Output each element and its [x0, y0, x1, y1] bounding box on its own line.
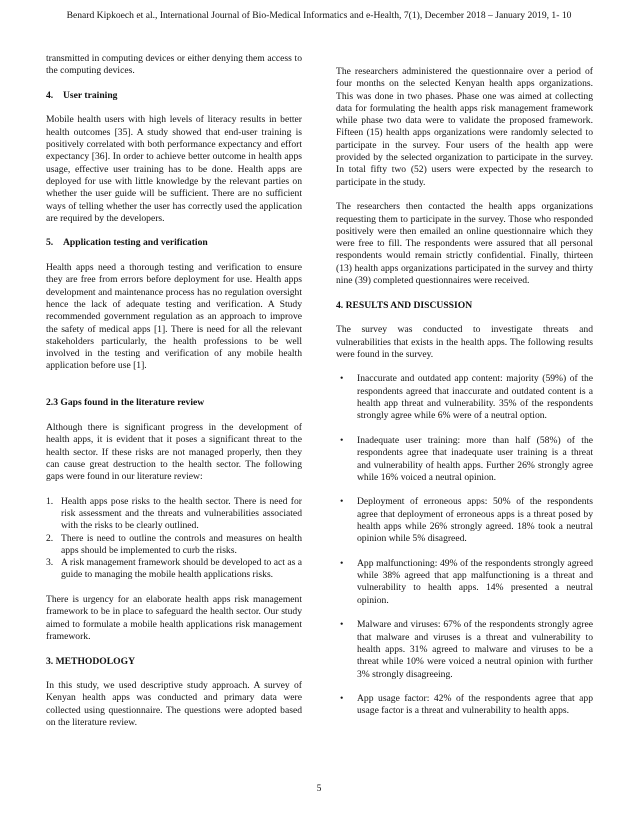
section-app-testing-heading — [46, 237, 302, 249]
section-title: User training — [63, 89, 118, 101]
list-item-text: A risk management framework should be developed to act as a guide to managing the mobile health applications risks. — [61, 557, 302, 581]
list-item-number: 2. — [46, 532, 54, 544]
list-item-number: 1. — [46, 495, 54, 507]
list-item: • Inaccurate and outdated app content: majority (59%) of the respondents agreed that inaccurate and outdated content is a health app threat and vulnerability. 35% of the respondents strongly agree while 6% were of a neutral option. — [336, 373, 593, 422]
results-paragraph: The survey was conducted to investigate threats and vulnerabilities that exists in the health apps. The following results were found in the survey. — [336, 324, 593, 360]
section-title: Application testing and verification — [63, 237, 208, 249]
user-training-paragraph: Mobile health users with high levels of literacy results in better health outcomes [35]. A study showed that end-user training is positively correlated with both performance expectancy and effort expectancy [36]. In order to achieve better outcome in health apps usage, effective user training has to be done. Health apps are deployed for use with little knowledge by the relevant parties on whether the user guide will be sufficient. There are no sufficient ways of telling whether the user has correctly used the application are required by the developers. — [46, 114, 302, 224]
section-number: 5. — [46, 237, 54, 249]
list-item: • Inadequate user training: more than half (58%) of the respondents agree that inadequate user training is a threat and vulnerability of health apps. Further 26% strongly agree while 16% voiced a neutral opinion. — [336, 435, 593, 484]
gaps-paragraph: Although there is significant progress in the development of health apps, it is evident that it poses a significant threat to the health sector. If these risks are not managed properly, then they can cause great destruction to the health sector. The following gaps were found in our literature review: — [46, 421, 302, 483]
list-item: • Deployment of erroneous apps: 50% of the respondents agree that deployment of erroneous apps is a threat posed by health apps while 26% strongly agreed. 18% took a neutral opinion while 5% disagreed. — [336, 496, 593, 545]
gaps-heading: 2.3 Gaps found in the literature review — [46, 397, 205, 409]
list-item — [46, 557, 302, 582]
app-testing-paragraph: Health apps need a thorough testing and verification to ensure they are free from errors before deployment for use. Health apps development and maintenance process has no regulation oversight hence the lack of adequate testing and verification. A Study recommended government regulation as an approach to improve the safety of medical apps [1]. There is need for all the relevant stakeholders particularly, the health professions to be well involved in the testing and verification of any mobile health application before use [1]. — [46, 262, 302, 372]
participation-paragraph: The researchers then contacted the health apps organizations requesting them to participate in the survey. Those who responded positively were then emailed an online questionnaire which they were free to fill. The respondents were assured that all personal respondents would remain strictly confidential. Finally, thirteen (13) health apps organizations participated in the survey and thirty nine (39) completed questionnaires were received. — [336, 201, 593, 287]
list-item-number: 3. — [46, 557, 54, 569]
list-item — [46, 533, 302, 558]
list-item: • Malware and viruses: 67% of the respondents strongly agree that malware and viruses is a threat and vulnerability to health apps. 31% agreed to malware and viruses to be a threat while 10% were voiced a neutral opinion with further 3% strongly disagreeing. — [336, 619, 593, 680]
right-column — [336, 66, 593, 718]
findings-list — [336, 373, 593, 717]
list-item: • App malfunctioning: 49% of the respondents strongly agreed while 38% agreed that app malfunctioning is a threat and vulnerability to health apps. 14% presented a neutral opinion. — [336, 558, 593, 607]
methodology-heading: 3. METHODOLOGY — [46, 655, 136, 667]
list-item-text: Health apps pose risks to the health sector. There is need for risk assessment and the threats and vulnerabilities associated with the risks to be clearly outlined. — [61, 495, 302, 532]
methodology-paragraph: In this study, we used descriptive study approach. A survey of Kenyan health apps was conducted and primary data were collected using questionnaire. The questions were adopted based on the literature review. — [46, 680, 302, 729]
section-number: 4. — [46, 89, 54, 101]
list-item: • App usage factor: 42% of the respondents agree that app usage factor is a threat and vulnerability to health apps. — [336, 693, 593, 718]
list-item-text: There is need to outline the controls and measures on health apps should be implemented to curb the risks. — [61, 532, 302, 556]
left-column — [46, 53, 302, 729]
page-number: 5 — [316, 783, 322, 794]
results-heading: 4. RESULTS AND DISCUSSION — [336, 299, 473, 311]
section-user-training-heading — [46, 90, 302, 102]
gaps-list — [46, 496, 302, 582]
list-item — [46, 496, 302, 533]
administration-paragraph: The researchers administered the questionnaire over a period of four months on the selected Kenyan health apps organizations. This was done in two phases. Phase one was aimed at collecting data for formulating the health apps risk management framework while phase two data were to validate the proposed framework. Fifteen (15) health apps organizations were randomly selected to participate in the survey. Four users of the health app were provided by the selected organization to participate in the survey. In total fifty two (52) users were expected by the research to participate in the study. — [336, 66, 593, 188]
gaps-closing-paragraph: There is urgency for an elaborate health apps risk management framework to be in place to safeguard the health sector. Our study aimed to formulate a mobile health applications risk management framework. — [46, 594, 302, 642]
running-header: Benard Kipkoech et al., International Journal of Bio-Medical Informatics and e-Health, 7(1), December 2018 – January 2019, 1- 10 — [66, 10, 572, 21]
intro-paragraph: transmitted in computing devices or either denying them access to the computing devices. — [46, 53, 302, 77]
